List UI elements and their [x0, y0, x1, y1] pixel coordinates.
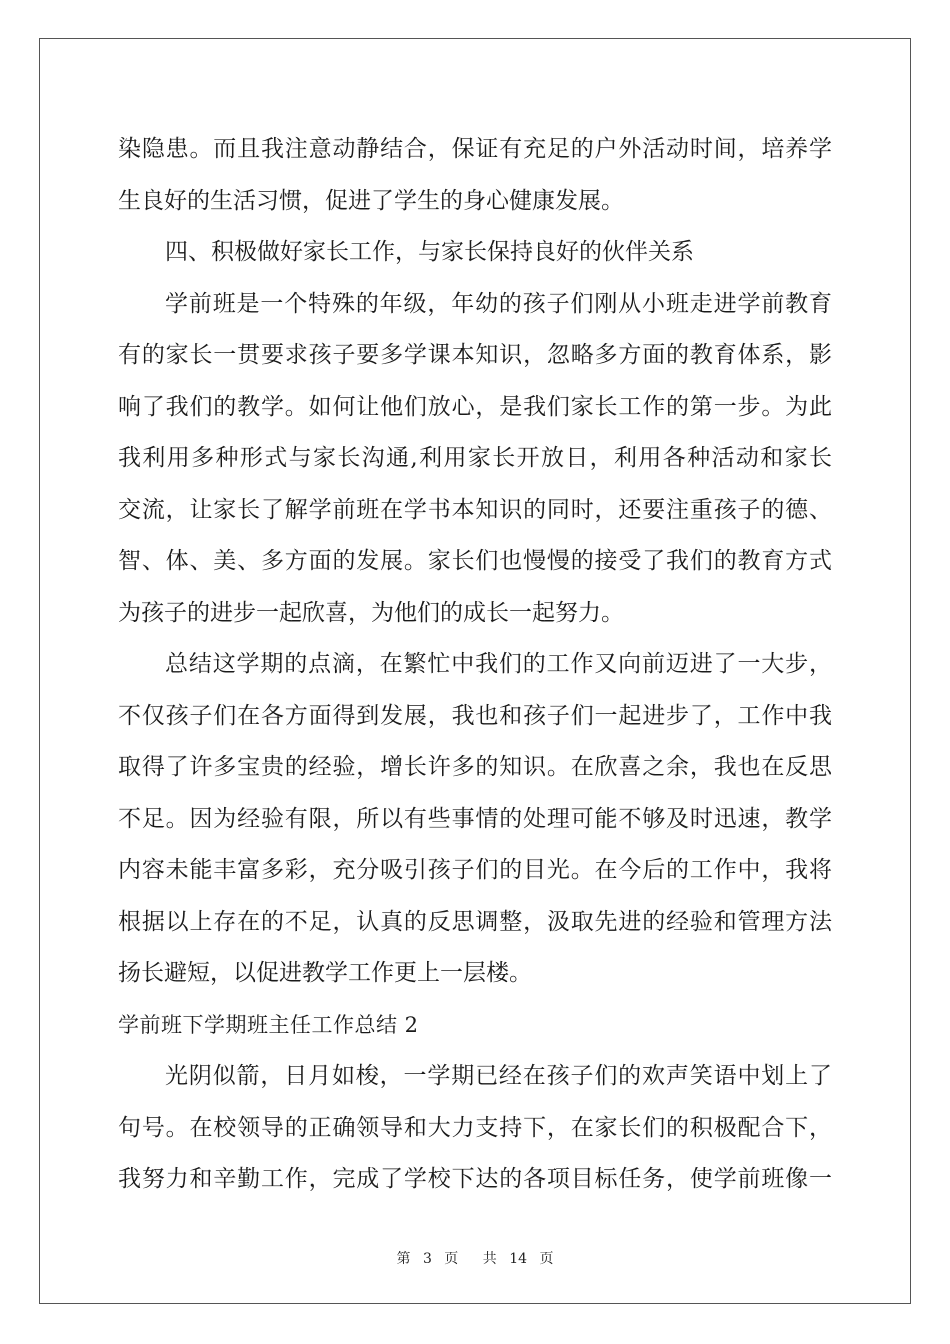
page-total: 共 14 页	[482, 1251, 554, 1267]
page-number: 第 3 页	[396, 1251, 459, 1267]
text-line: 不足。因为经验有限，所以有些事情的处理可能不够及时迅速，教学	[118, 805, 832, 832]
text-line: 取得了许多宝贵的经验，增长许多的知识。在欣喜之余，我也在反思	[118, 754, 832, 780]
text-line: 我利用多种形式与家长沟通,利用家长开放日，利用各种活动和家长	[118, 445, 832, 471]
text-line: 交流，让家长了解学前班在学书本知识的同时，还要注重孩子的德、	[118, 496, 832, 523]
text-line: 生良好的生活习惯，促进了学生的身心健康发展。	[118, 187, 624, 214]
text-line: 为孩子的进步一起欣喜，为他们的成长一起努力。	[118, 599, 624, 626]
text-line: 学前班是一个特殊的年级，年幼的孩子们刚从小班走进学前教育	[165, 290, 832, 317]
text-line: 句号。在校领导的正确领导和大力支持下，在家长们的积极配合下，	[118, 1114, 832, 1141]
text-line: 光阴似箭，日月如梭，一学期已经在孩子们的欢声笑语中划上了	[165, 1063, 832, 1089]
text-line: 我努力和辛勤工作，完成了学校下达的各项目标任务，使学前班像一	[118, 1166, 832, 1192]
text-line: 扬长避短，以促进教学工作更上一层楼。	[118, 960, 532, 986]
text-line: 有的家长一贯要求孩子要多学课本知识，忽略多方面的教育体系，影	[118, 342, 832, 368]
text-line: 内容未能丰富多彩，充分吸引孩子们的目光。在今后的工作中，我将	[118, 857, 832, 883]
document-body	[118, 124, 832, 1206]
text-line: 不仅孩子们在各方面得到发展，我也和孩子们一起进步了，工作中我	[118, 702, 832, 729]
text-line: 响了我们的教学。如何让他们放心，是我们家长工作的第一步。为此	[118, 393, 832, 420]
text-line: 总结这学期的点滴，在繁忙中我们的工作又向前迈进了一大步，	[165, 651, 832, 677]
text-line: 染隐患。而且我注意动静结合，保证有充足的户外活动时间，培养学	[118, 136, 832, 162]
text-line: 根据以上存在的不足，认真的反思调整，汲取先进的经验和管理方法	[118, 908, 832, 935]
page-footer	[0, 1248, 950, 1268]
text-line: 四、积极做好家长工作，与家长保持良好的伙伴关系	[165, 239, 694, 265]
text-line: 智、体、美、多方面的发展。家长们也慢慢的接受了我们的教育方式	[118, 548, 832, 574]
section-heading: 学前班下学期班主任工作总结 2	[118, 1012, 419, 1037]
